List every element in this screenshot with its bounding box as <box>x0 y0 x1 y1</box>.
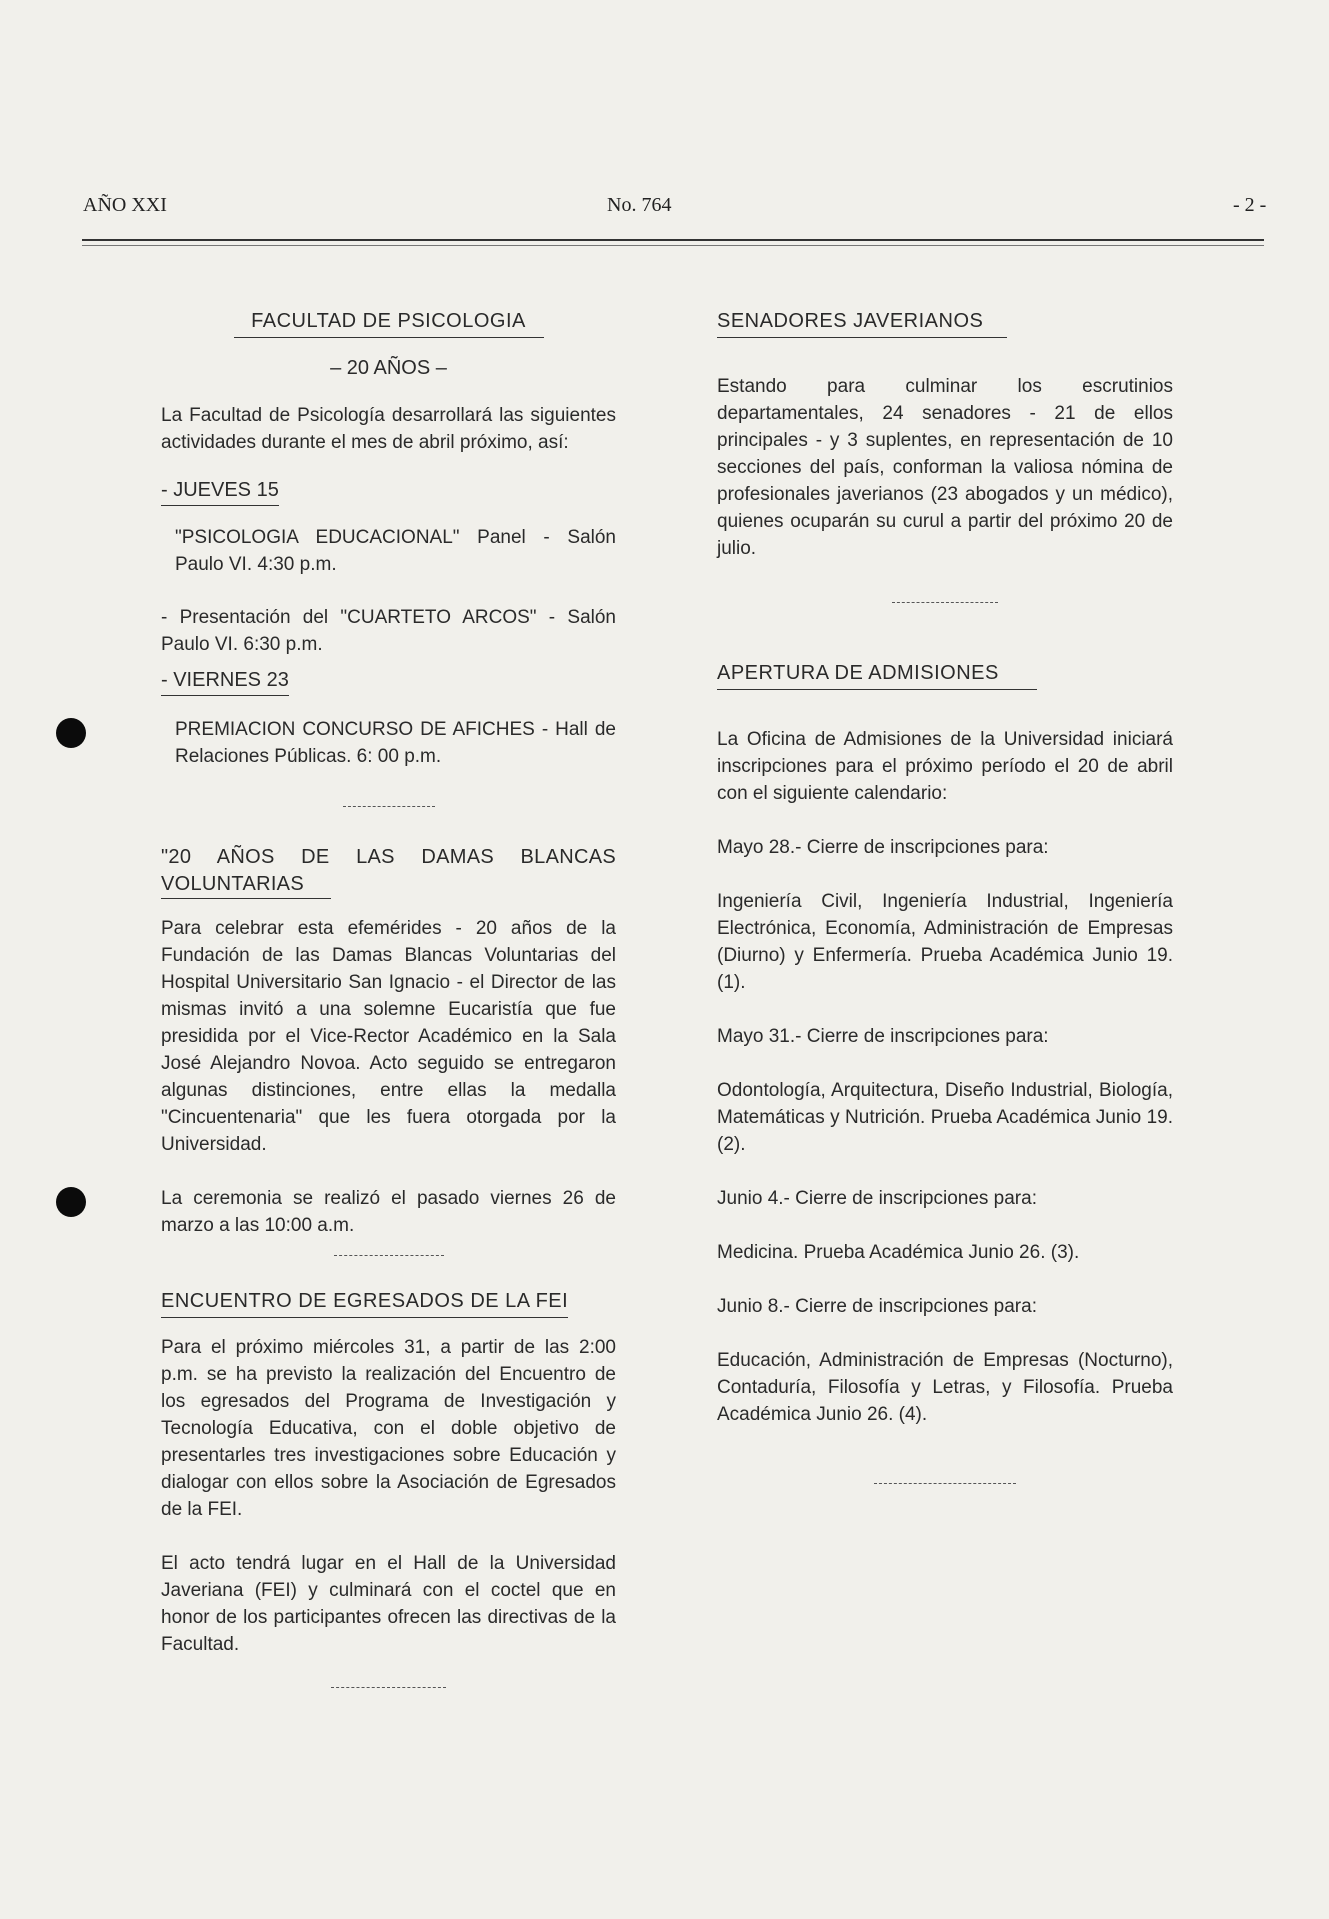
admisiones-date-mayo-31: Mayo 31.- Cierre de inscripciones para: <box>717 1026 1049 1047</box>
separator <box>343 806 435 807</box>
psicologia-item-panel: "PSICOLOGIA EDUCACIONAL" Panel - Salón Paulo VI. 4:30 p.m. <box>175 527 616 575</box>
admisiones-programs-mayo-28: Ingeniería Civil, Ingeniería Industrial, Ingeniería Electrónica, Economía, Administración de Empresas (Diurno) y Enfermería. Prueba Académica Junio 19. (1). <box>717 891 1173 993</box>
fei-title: ENCUENTRO DE EGRESADOS DE LA FEI <box>161 1288 568 1318</box>
punch-hole-bottom <box>56 1187 86 1217</box>
psicologia-item-cuarteto: - Presentación del "CUARTETO ARCOS" - Salón Paulo VI. 6:30 p.m. <box>161 607 616 655</box>
admisiones-intro: La Oficina de Admisiones de la Universidad iniciará inscripciones para el próximo período el 20 de abril con el siguiente calendario: <box>717 729 1173 804</box>
punch-hole-top <box>56 718 86 748</box>
admisiones-date-mayo-28: Mayo 28.- Cierre de inscripciones para: <box>717 837 1049 858</box>
damas-title: "20 AÑOS DE LAS DAMAS BLANCAS VOLUNTARIAS <box>161 846 616 895</box>
year-label: AÑO XXI <box>83 194 167 216</box>
psicologia-day-viernes: - VIERNES 23 <box>161 667 289 696</box>
separator <box>331 1687 446 1688</box>
psicologia-title: FACULTAD DE PSICOLOGIA <box>234 308 544 338</box>
left-column <box>161 308 616 1688</box>
psicologia-intro: La Facultad de Psicología desarrollará las siguientes actividades durante el mes de abril próximo, así: <box>161 405 616 453</box>
psicologia-subtitle: – 20 AÑOS – <box>330 357 447 379</box>
header-rule <box>82 239 1264 241</box>
admisiones-date-junio-4: Junio 4.- Cierre de inscripciones para: <box>717 1188 1037 1209</box>
senadores-body: Estando para culminar los escrutinios departamentales, 24 senadores - 21 de ellos principales - y 3 suplentes, en representación de 10 secciones del país, conforman la valiosa nómina de profesionales javerianos (23 abogados y un médico), quienes ocuparán su curul a partir del próximo 20 de julio. <box>717 376 1173 559</box>
senadores-title: SENADORES JAVERIANOS <box>717 308 1007 338</box>
right-column <box>717 308 1173 1484</box>
page-number: - 2 - <box>1233 194 1267 216</box>
header-rule-secondary <box>82 245 1264 246</box>
damas-ceremony: La ceremonia se realizó el pasado viernes 26 de marzo a las 10:00 a.m. <box>161 1188 616 1236</box>
damas-body: Para celebrar esta efemérides - 20 años de la Fundación de las Damas Blancas Voluntarias del Hospital Universitario San Ignacio - el Director de las mismas invitó a una solemne Eucaristía que fue presidida por el Vice-Rector Académico en la Sala José Alejandro Novoa. Acto seguido se entregaron algunas distinciones, entre ellas la medalla "Cincuentenaria" que les fuera otorgada por la Universidad. <box>161 918 616 1155</box>
psicologia-day-jueves: - JUEVES 15 <box>161 477 279 506</box>
fei-body: Para el próximo miércoles 31, a partir de las 2:00 p.m. se ha previsto la realización del Encuentro de los egresados del Programa de Investigación y Tecnología Educativa, con el doble objetivo de presentarles tres investigaciones sobre Educación y dialogar con ellos sobre la Asociación de Egresados de la FEI. <box>161 1337 616 1520</box>
fei-body-closing: El acto tendrá lugar en el Hall de la Universidad Javeriana (FEI) y culminará con el coctel que en honor de los participantes ofrecen las directivas de la Facultad. <box>161 1553 616 1655</box>
admisiones-programs-junio-4: Medicina. Prueba Académica Junio 26. (3). <box>717 1242 1080 1263</box>
separator <box>334 1255 444 1256</box>
issue-number: No. 764 <box>607 194 672 216</box>
admisiones-title: APERTURA DE ADMISIONES <box>717 660 1037 690</box>
psicologia-item-afiches: PREMIACION CONCURSO DE AFICHES - Hall de Relaciones Públicas. 6: 00 p.m. <box>175 719 616 767</box>
admisiones-date-junio-8: Junio 8.- Cierre de inscripciones para: <box>717 1296 1037 1317</box>
admisiones-programs-mayo-31: Odontología, Arquitectura, Diseño Industrial, Biología, Matemáticas y Nutrición. Prueba Académica Junio 19. (2). <box>717 1080 1173 1155</box>
separator <box>892 602 998 603</box>
separator <box>874 1483 1016 1484</box>
admisiones-programs-junio-8: Educación, Administración de Empresas (Nocturno), Contaduría, Filosofía y Letras, y Filosofía. Prueba Académica Junio 26. (4). <box>717 1350 1173 1425</box>
